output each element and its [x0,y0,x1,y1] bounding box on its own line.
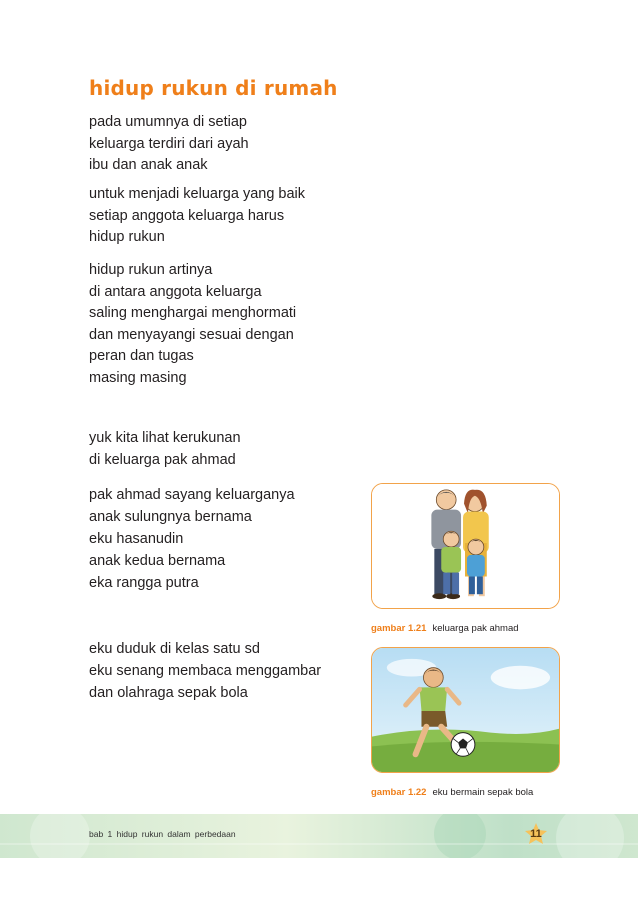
paragraph-3 [89,260,296,389]
text-line: eka rangga putra [89,575,199,591]
figure-number: gambar 1.22 [371,787,427,798]
text-line: dan olahraga sepak bola [89,685,248,701]
text-line: di antara anggota keluarga [89,283,262,300]
text-line: eku hasanudin [89,531,184,547]
text-line: ibu dan anak anak [89,157,208,173]
text-line: peran dan tugas [89,348,194,364]
text-line: saling menghargai menghormati [89,305,297,321]
text-line: keluarga terdiri dari ayah [89,135,249,152]
text-line: yuk kita lihat kerukunan [89,430,241,446]
text-line: hidup rukun [89,229,165,245]
text-line: anak sulungnya bernama [89,509,252,525]
family-illustration [371,483,560,609]
text-line: anak kedua bernama [89,553,226,569]
paragraph-1 [89,112,249,177]
text-line: dan menyayangi sesuai dengan [89,326,294,343]
page-number-text: 11 [530,828,542,840]
boy-playing-soccer-illustration [371,647,560,773]
figure-caption-1 [371,623,519,634]
text-line: pak ahmad sayang keluarganya [89,487,295,503]
text-line: untuk menjadi keluarga yang baik [89,186,306,202]
figure-caption-text: eku bermain sepak bola [432,787,534,798]
text-line: eku duduk di kelas satu sd [89,641,260,657]
section-title: hidup rukun di rumah [89,76,338,100]
figure-caption-2 [371,787,533,798]
paragraph-2 [89,184,305,249]
footer-chapter-title: bab 1 hidup rukun dalam perbedaan [89,829,236,839]
text-line: setiap anggota keluarga harus [89,207,285,224]
text-line: eku senang membaca menggambar [89,663,322,679]
figure-number: gambar 1.21 [371,623,427,634]
paragraph-5 [89,484,295,594]
text-line: hidup rukun artinya [89,262,213,278]
text-line: pada umumnya di setiap [89,114,247,130]
paragraph-4 [89,428,241,471]
paragraph-6 [89,638,321,704]
figure-caption-text: keluarga pak ahmad [432,623,519,634]
page-number [524,822,548,846]
text-line: di keluarga pak ahmad [89,451,236,468]
text-line: masing masing [89,369,187,386]
